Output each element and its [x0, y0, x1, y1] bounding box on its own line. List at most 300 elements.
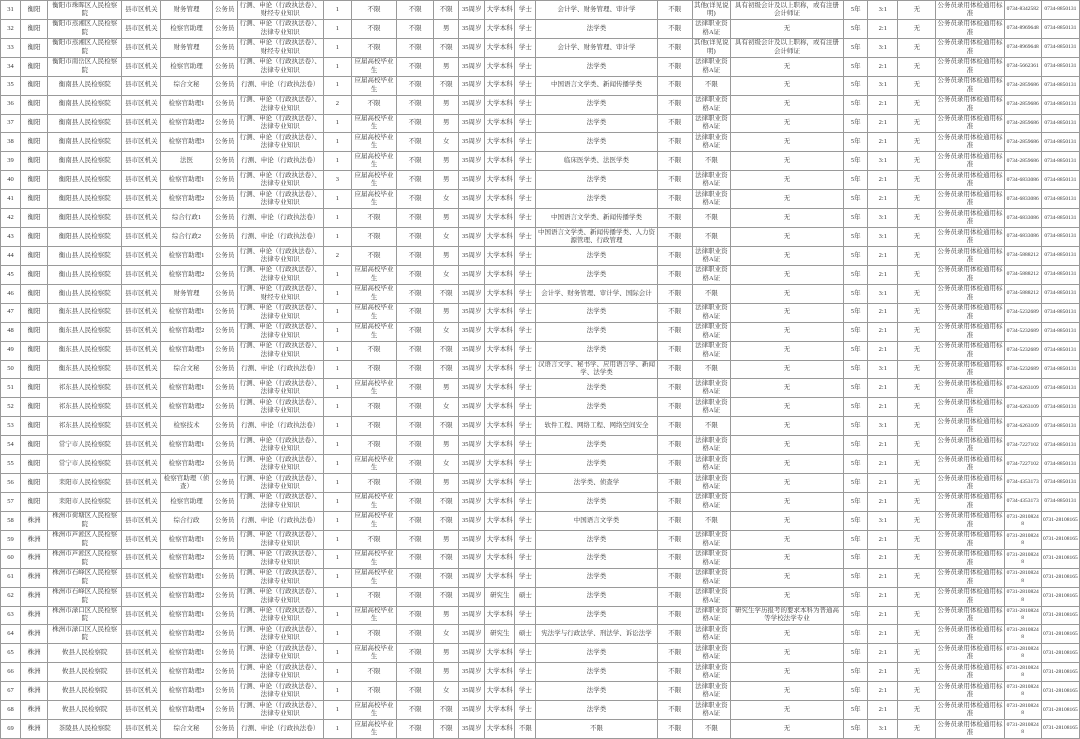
cell-exam-ratio: 2:1	[868, 95, 898, 114]
cell-city: 株洲	[21, 587, 48, 606]
cell-row-no: 58	[1, 511, 21, 530]
cell-unit-name: 衡山县人民检察院	[48, 246, 122, 265]
cell-other-requirements: 无	[730, 625, 843, 644]
cell-row-no: 61	[1, 568, 21, 587]
cell-personnel-category: 公务员	[212, 322, 237, 341]
cell-city: 衡阳	[21, 19, 48, 38]
cell-exam-subjects: 行测、申论（行政执法卷）	[237, 360, 323, 379]
cell-consult-phone: 0734-5232689	[1004, 360, 1041, 379]
cell-other-limit: 不限	[657, 417, 692, 436]
cell-consult-phone: 0734-6263109	[1004, 417, 1041, 436]
cell-degree: 学士	[515, 549, 536, 568]
cell-recruit-target: 应届高校毕业生	[351, 133, 396, 152]
cell-min-service-years: 5年	[844, 95, 868, 114]
cell-city: 衡阳	[21, 341, 48, 360]
cell-personnel-category: 公务员	[212, 682, 237, 701]
cell-position-name: 检察官助理4	[161, 701, 212, 720]
cell-education: 大学本科	[485, 76, 515, 95]
cell-age-limit: 35周岁	[459, 474, 485, 493]
cell-supervise-phone: 0731-28108165	[1041, 568, 1079, 587]
cell-physical-exam-standard: 公务员录用体检通用标准	[936, 190, 1004, 209]
cell-other-limit: 不限	[657, 587, 692, 606]
cell-gender: 男	[434, 644, 459, 663]
table-row	[1, 568, 1080, 587]
cell-exam-ratio: 2:1	[868, 57, 898, 76]
cell-position-name: 综合文秘	[161, 76, 212, 95]
table-row	[1, 720, 1080, 739]
cell-position-name: 检察官助理1	[161, 95, 212, 114]
cell-org-level: 县市区机关	[122, 322, 161, 341]
cell-personnel-category: 公务员	[212, 19, 237, 38]
cell-other-limit: 不限	[657, 322, 692, 341]
table-row	[1, 644, 1080, 663]
cell-exam-subjects: 行测、申论（行政执法卷）、法律专业知识	[237, 644, 323, 663]
cell-other-limit: 不限	[657, 474, 692, 493]
cell-grassroots-experience: 不限	[397, 95, 434, 114]
cell-city: 衡阳	[21, 360, 48, 379]
cell-major: 法学类	[536, 663, 657, 682]
cell-recruit-target: 应届高校毕业生	[351, 284, 396, 303]
cell-major: 法学类	[536, 644, 657, 663]
cell-supervise-phone: 0734-8850131	[1041, 303, 1079, 322]
cell-other-requirements: 无	[730, 455, 843, 474]
cell-supervise-phone: 0731-28108165	[1041, 701, 1079, 720]
cell-other-requirements: 具有初级会计及以上职称，或有注册会计师证	[730, 1, 843, 20]
cell-other-requirements: 无	[730, 360, 843, 379]
cell-personnel-category: 公务员	[212, 625, 237, 644]
cell-professional-certificate: 法律职业资格A证	[692, 436, 730, 455]
cell-major: 法学类	[536, 57, 657, 76]
cell-min-service-years: 5年	[844, 190, 868, 209]
cell-consult-phone: 0731-28108248	[1004, 606, 1041, 625]
table-row	[1, 360, 1080, 379]
cell-personnel-category: 公务员	[212, 436, 237, 455]
table-row	[1, 133, 1080, 152]
cell-supervise-phone: 0734-8850131	[1041, 57, 1079, 76]
cell-unit-name: 祁东县人民检察院	[48, 379, 122, 398]
cell-other-limit: 不限	[657, 284, 692, 303]
cell-age-limit: 35周岁	[459, 303, 485, 322]
cell-education: 大学本科	[485, 379, 515, 398]
cell-exam-ratio: 2:1	[868, 19, 898, 38]
cell-exam-ratio: 3:1	[868, 511, 898, 530]
cell-other-requirements: 无	[730, 114, 843, 133]
cell-org-level: 县市区机关	[122, 38, 161, 57]
cell-personnel-category: 公务员	[212, 133, 237, 152]
cell-other-limit: 不限	[657, 720, 692, 739]
cell-supervise-phone: 0734-8850131	[1041, 152, 1079, 171]
table-row	[1, 511, 1080, 530]
cell-degree: 学士	[515, 171, 536, 190]
cell-recruit-count: 1	[323, 549, 351, 568]
cell-recruit-count: 1	[323, 587, 351, 606]
cell-personnel-category: 公务员	[212, 530, 237, 549]
cell-other-requirements: 无	[730, 587, 843, 606]
cell-min-service-years: 5年	[844, 625, 868, 644]
cell-gender: 女	[434, 625, 459, 644]
cell-education: 大学本科	[485, 511, 515, 530]
cell-gender: 男	[434, 57, 459, 76]
cell-row-no: 42	[1, 209, 21, 228]
cell-education: 大学本科	[485, 303, 515, 322]
cell-gender: 不限	[434, 549, 459, 568]
cell-education: 大学本科	[485, 474, 515, 493]
cell-row-no: 52	[1, 398, 21, 417]
cell-personnel-category: 公务员	[212, 549, 237, 568]
cell-other-limit: 不限	[657, 549, 692, 568]
cell-min-service-years: 5年	[844, 1, 868, 20]
cell-physical-exam-standard: 公务员录用体检通用标准	[936, 568, 1004, 587]
cell-major: 法学类	[536, 114, 657, 133]
cell-age-limit: 35周岁	[459, 190, 485, 209]
cell-consult-phone: 0731-28108248	[1004, 701, 1041, 720]
cell-age-limit: 35周岁	[459, 720, 485, 739]
cell-age-limit: 35周岁	[459, 549, 485, 568]
cell-education: 大学本科	[485, 720, 515, 739]
cell-exam-subjects: 行测、申论（行政执法卷）、法律专业知识	[237, 246, 323, 265]
cell-personnel-category: 公务员	[212, 455, 237, 474]
cell-grassroots-experience: 不限	[397, 379, 434, 398]
cell-fitness-test: 无	[898, 228, 936, 247]
cell-supervise-phone: 0731-28108165	[1041, 587, 1079, 606]
cell-recruit-count: 1	[323, 568, 351, 587]
cell-city: 衡阳	[21, 228, 48, 247]
cell-recruit-count: 1	[323, 701, 351, 720]
cell-exam-subjects: 行测、申论（行政执法卷）、法律专业知识	[237, 625, 323, 644]
cell-exam-ratio: 2:1	[868, 682, 898, 701]
cell-position-name: 检察官助理2	[161, 549, 212, 568]
cell-degree: 学士	[515, 417, 536, 436]
cell-fitness-test: 无	[898, 398, 936, 417]
positions-table-body	[1, 1, 1080, 739]
cell-city: 衡阳	[21, 133, 48, 152]
cell-major: 法学类	[536, 587, 657, 606]
cell-other-requirements: 无	[730, 436, 843, 455]
cell-exam-ratio: 2:1	[868, 114, 898, 133]
cell-personnel-category: 公务员	[212, 587, 237, 606]
cell-unit-name: 衡阳市珠晖区人民检察院	[48, 1, 122, 20]
cell-other-limit: 不限	[657, 530, 692, 549]
cell-degree: 学士	[515, 152, 536, 171]
cell-personnel-category: 公务员	[212, 1, 237, 20]
cell-exam-subjects: 行测、申论（行政执法卷）、法律专业知识	[237, 568, 323, 587]
table-row	[1, 492, 1080, 511]
cell-exam-subjects: 行测、申论（行政执法卷）、法律专业知识	[237, 95, 323, 114]
cell-professional-certificate: 法律职业资格A证	[692, 530, 730, 549]
cell-education: 大学本科	[485, 1, 515, 20]
table-row	[1, 209, 1080, 228]
cell-other-requirements: 无	[730, 417, 843, 436]
cell-degree: 学士	[515, 284, 536, 303]
cell-exam-ratio: 3:1	[868, 76, 898, 95]
cell-grassroots-experience: 不限	[397, 284, 434, 303]
cell-min-service-years: 5年	[844, 171, 868, 190]
cell-personnel-category: 公务员	[212, 663, 237, 682]
cell-city: 株洲	[21, 682, 48, 701]
cell-physical-exam-standard: 公务员录用体检通用标准	[936, 284, 1004, 303]
cell-professional-certificate: 法律职业资格A证	[692, 379, 730, 398]
cell-age-limit: 35周岁	[459, 133, 485, 152]
cell-age-limit: 35周岁	[459, 95, 485, 114]
cell-gender: 不限	[434, 568, 459, 587]
cell-row-no: 65	[1, 644, 21, 663]
cell-fitness-test: 无	[898, 190, 936, 209]
cell-gender: 男	[434, 246, 459, 265]
cell-professional-certificate: 法律职业资格A证	[692, 663, 730, 682]
cell-degree: 学士	[515, 190, 536, 209]
cell-physical-exam-standard: 公务员录用体检通用标准	[936, 398, 1004, 417]
cell-row-no: 39	[1, 152, 21, 171]
cell-professional-certificate: 法律职业资格A证	[692, 606, 730, 625]
cell-major: 法学类	[536, 568, 657, 587]
cell-recruit-target: 应届高校毕业生	[351, 114, 396, 133]
cell-exam-subjects: 行测、申论（行政执法卷）、法律专业知识	[237, 701, 323, 720]
cell-other-limit: 不限	[657, 133, 692, 152]
cell-major: 法学类	[536, 606, 657, 625]
cell-recruit-target: 不限	[351, 663, 396, 682]
cell-unit-name: 衡山县人民检察院	[48, 284, 122, 303]
cell-consult-phone: 0734-5888212	[1004, 265, 1041, 284]
cell-exam-ratio: 2:1	[868, 341, 898, 360]
cell-education: 大学本科	[485, 114, 515, 133]
cell-other-limit: 不限	[657, 209, 692, 228]
cell-degree: 学士	[515, 511, 536, 530]
cell-fitness-test: 无	[898, 209, 936, 228]
cell-grassroots-experience: 不限	[397, 701, 434, 720]
cell-gender: 男	[434, 379, 459, 398]
cell-age-limit: 35周岁	[459, 19, 485, 38]
cell-other-requirements: 无	[730, 398, 843, 417]
cell-grassroots-experience: 不限	[397, 322, 434, 341]
cell-degree: 学士	[515, 379, 536, 398]
cell-recruit-target: 应届高校毕业生	[351, 322, 396, 341]
table-row	[1, 114, 1080, 133]
cell-recruit-count: 1	[323, 76, 351, 95]
cell-age-limit: 35周岁	[459, 436, 485, 455]
cell-min-service-years: 5年	[844, 209, 868, 228]
cell-professional-certificate: 不限	[692, 76, 730, 95]
cell-consult-phone: 0731-28108248	[1004, 663, 1041, 682]
cell-org-level: 县市区机关	[122, 246, 161, 265]
cell-min-service-years: 5年	[844, 587, 868, 606]
table-row	[1, 76, 1080, 95]
cell-org-level: 县市区机关	[122, 587, 161, 606]
cell-fitness-test: 无	[898, 246, 936, 265]
cell-consult-phone: 0734-8342582	[1004, 1, 1041, 20]
cell-personnel-category: 公务员	[212, 606, 237, 625]
cell-row-no: 43	[1, 228, 21, 247]
cell-professional-certificate: 不限	[692, 720, 730, 739]
cell-unit-name: 衡东县人民检察院	[48, 303, 122, 322]
cell-other-limit: 不限	[657, 95, 692, 114]
cell-education: 大学本科	[485, 606, 515, 625]
cell-city: 衡阳	[21, 152, 48, 171]
cell-physical-exam-standard: 公务员录用体检通用标准	[936, 492, 1004, 511]
cell-unit-name: 株洲市渌口区人民检察院	[48, 606, 122, 625]
cell-degree: 学士	[515, 322, 536, 341]
cell-org-level: 县市区机关	[122, 625, 161, 644]
cell-row-no: 40	[1, 171, 21, 190]
cell-consult-phone: 0734-7227102	[1004, 436, 1041, 455]
table-row	[1, 436, 1080, 455]
cell-gender: 女	[434, 455, 459, 474]
cell-min-service-years: 5年	[844, 492, 868, 511]
cell-education: 研究生	[485, 587, 515, 606]
cell-consult-phone: 0731-28108248	[1004, 644, 1041, 663]
cell-other-limit: 不限	[657, 265, 692, 284]
cell-other-limit: 不限	[657, 511, 692, 530]
cell-gender: 男	[434, 171, 459, 190]
cell-exam-subjects: 行测、申论（行政执法卷）、法律专业知识	[237, 606, 323, 625]
cell-min-service-years: 5年	[844, 568, 868, 587]
cell-other-limit: 不限	[657, 190, 692, 209]
cell-supervise-phone: 0731-28108165	[1041, 549, 1079, 568]
cell-recruit-count: 1	[323, 322, 351, 341]
cell-org-level: 县市区机关	[122, 606, 161, 625]
cell-education: 大学本科	[485, 152, 515, 171]
cell-recruit-target: 应届高校毕业生	[351, 492, 396, 511]
cell-row-no: 37	[1, 114, 21, 133]
cell-recruit-target: 应届高校毕业生	[351, 606, 396, 625]
cell-degree: 学士	[515, 1, 536, 20]
cell-physical-exam-standard: 公务员录用体检通用标准	[936, 57, 1004, 76]
table-row	[1, 1, 1080, 20]
cell-supervise-phone: 0734-8850131	[1041, 209, 1079, 228]
cell-exam-ratio: 2:1	[868, 530, 898, 549]
cell-physical-exam-standard: 公务员录用体检通用标准	[936, 303, 1004, 322]
cell-exam-subjects: 行测、申论（行政执法卷）、财经专业知识	[237, 38, 323, 57]
cell-recruit-target: 不限	[351, 1, 396, 20]
cell-grassroots-experience: 不限	[397, 19, 434, 38]
cell-professional-certificate: 其他(详见说明)	[692, 38, 730, 57]
cell-recruit-target: 应届高校毕业生	[351, 568, 396, 587]
cell-row-no: 31	[1, 1, 21, 20]
cell-position-name: 检察官助理2	[161, 398, 212, 417]
cell-unit-name: 茶陵县人民检察院	[48, 720, 122, 739]
cell-physical-exam-standard: 公务员录用体检通用标准	[936, 625, 1004, 644]
cell-gender: 男	[434, 436, 459, 455]
cell-major: 中国语言文学类、新闻传播学类、人力资源管理、行政管理	[536, 228, 657, 247]
cell-exam-ratio: 3:1	[868, 209, 898, 228]
cell-exam-ratio: 2:1	[868, 379, 898, 398]
cell-physical-exam-standard: 公务员录用体检通用标准	[936, 549, 1004, 568]
cell-unit-name: 耒阳市人民检察院	[48, 492, 122, 511]
cell-major: 法学类	[536, 190, 657, 209]
cell-personnel-category: 公务员	[212, 76, 237, 95]
cell-personnel-category: 公务员	[212, 379, 237, 398]
cell-recruit-count: 1	[323, 341, 351, 360]
cell-unit-name: 祁东县人民检察院	[48, 398, 122, 417]
cell-supervise-phone: 0734-8850131	[1041, 284, 1079, 303]
cell-city: 株洲	[21, 720, 48, 739]
cell-position-name: 综合文秘	[161, 360, 212, 379]
cell-age-limit: 35周岁	[459, 322, 485, 341]
cell-personnel-category: 公务员	[212, 303, 237, 322]
cell-recruit-target: 不限	[351, 436, 396, 455]
cell-org-level: 县市区机关	[122, 265, 161, 284]
table-row	[1, 265, 1080, 284]
cell-fitness-test: 无	[898, 474, 936, 493]
cell-position-name: 检察官助理2	[161, 265, 212, 284]
cell-unit-name: 攸县人民检察院	[48, 682, 122, 701]
cell-min-service-years: 5年	[844, 398, 868, 417]
cell-city: 株洲	[21, 663, 48, 682]
cell-personnel-category: 公务员	[212, 720, 237, 739]
cell-unit-name: 株洲市芦淞区人民检察院	[48, 549, 122, 568]
cell-education: 大学本科	[485, 190, 515, 209]
cell-grassroots-experience: 不限	[397, 152, 434, 171]
cell-consult-phone: 0734-6263109	[1004, 398, 1041, 417]
cell-exam-ratio: 3:1	[868, 152, 898, 171]
cell-supervise-phone: 0731-28108165	[1041, 530, 1079, 549]
cell-education: 大学本科	[485, 265, 515, 284]
cell-recruit-target: 应届高校毕业生	[351, 720, 396, 739]
cell-fitness-test: 无	[898, 682, 936, 701]
cell-position-name: 综合文秘	[161, 720, 212, 739]
cell-org-level: 县市区机关	[122, 1, 161, 20]
cell-degree: 学士	[515, 114, 536, 133]
cell-gender: 不限	[434, 360, 459, 379]
cell-org-level: 县市区机关	[122, 530, 161, 549]
cell-professional-certificate: 法律职业资格A证	[692, 474, 730, 493]
cell-recruit-target: 应届高校毕业生	[351, 265, 396, 284]
cell-supervise-phone: 0734-8850131	[1041, 95, 1079, 114]
cell-unit-name: 衡阳县人民检察院	[48, 228, 122, 247]
table-row	[1, 322, 1080, 341]
cell-exam-ratio: 2:1	[868, 133, 898, 152]
cell-major: 法学类	[536, 171, 657, 190]
cell-recruit-count: 3	[323, 171, 351, 190]
cell-degree: 硕士	[515, 625, 536, 644]
cell-consult-phone: 0734-6833086	[1004, 209, 1041, 228]
cell-org-level: 县市区机关	[122, 57, 161, 76]
cell-age-limit: 35周岁	[459, 455, 485, 474]
cell-major: 法学类	[536, 492, 657, 511]
cell-city: 衡阳	[21, 190, 48, 209]
cell-supervise-phone: 0731-28108165	[1041, 663, 1079, 682]
cell-supervise-phone: 0734-8850131	[1041, 417, 1079, 436]
cell-age-limit: 35周岁	[459, 152, 485, 171]
cell-recruit-count: 1	[323, 38, 351, 57]
cell-degree: 学士	[515, 568, 536, 587]
cell-city: 衡阳	[21, 284, 48, 303]
cell-other-requirements: 无	[730, 474, 843, 493]
cell-gender: 男	[434, 95, 459, 114]
cell-row-no: 48	[1, 322, 21, 341]
cell-professional-certificate: 法律职业资格A证	[692, 682, 730, 701]
cell-consult-phone: 0734-6263109	[1004, 379, 1041, 398]
cell-city: 衡阳	[21, 76, 48, 95]
cell-physical-exam-standard: 公务员录用体检通用标准	[936, 530, 1004, 549]
cell-exam-ratio: 3:1	[868, 360, 898, 379]
cell-professional-certificate: 其他(详见说明)	[692, 1, 730, 20]
cell-exam-ratio: 3:1	[868, 417, 898, 436]
cell-unit-name: 衡阳市蒸湘区人民检察院	[48, 19, 122, 38]
cell-education: 大学本科	[485, 246, 515, 265]
cell-other-limit: 不限	[657, 303, 692, 322]
cell-city: 株洲	[21, 701, 48, 720]
cell-recruit-target: 应届高校毕业生	[351, 455, 396, 474]
cell-supervise-phone: 0734-8850131	[1041, 133, 1079, 152]
cell-other-requirements: 无	[730, 303, 843, 322]
cell-position-name: 综合行政2	[161, 228, 212, 247]
cell-grassroots-experience: 不限	[397, 398, 434, 417]
cell-unit-name: 衡南县人民检察院	[48, 76, 122, 95]
cell-professional-certificate: 法律职业资格A证	[692, 455, 730, 474]
cell-fitness-test: 无	[898, 95, 936, 114]
cell-exam-subjects: 行测、申论（行政执法卷）、法律专业知识	[237, 265, 323, 284]
cell-grassroots-experience: 不限	[397, 455, 434, 474]
